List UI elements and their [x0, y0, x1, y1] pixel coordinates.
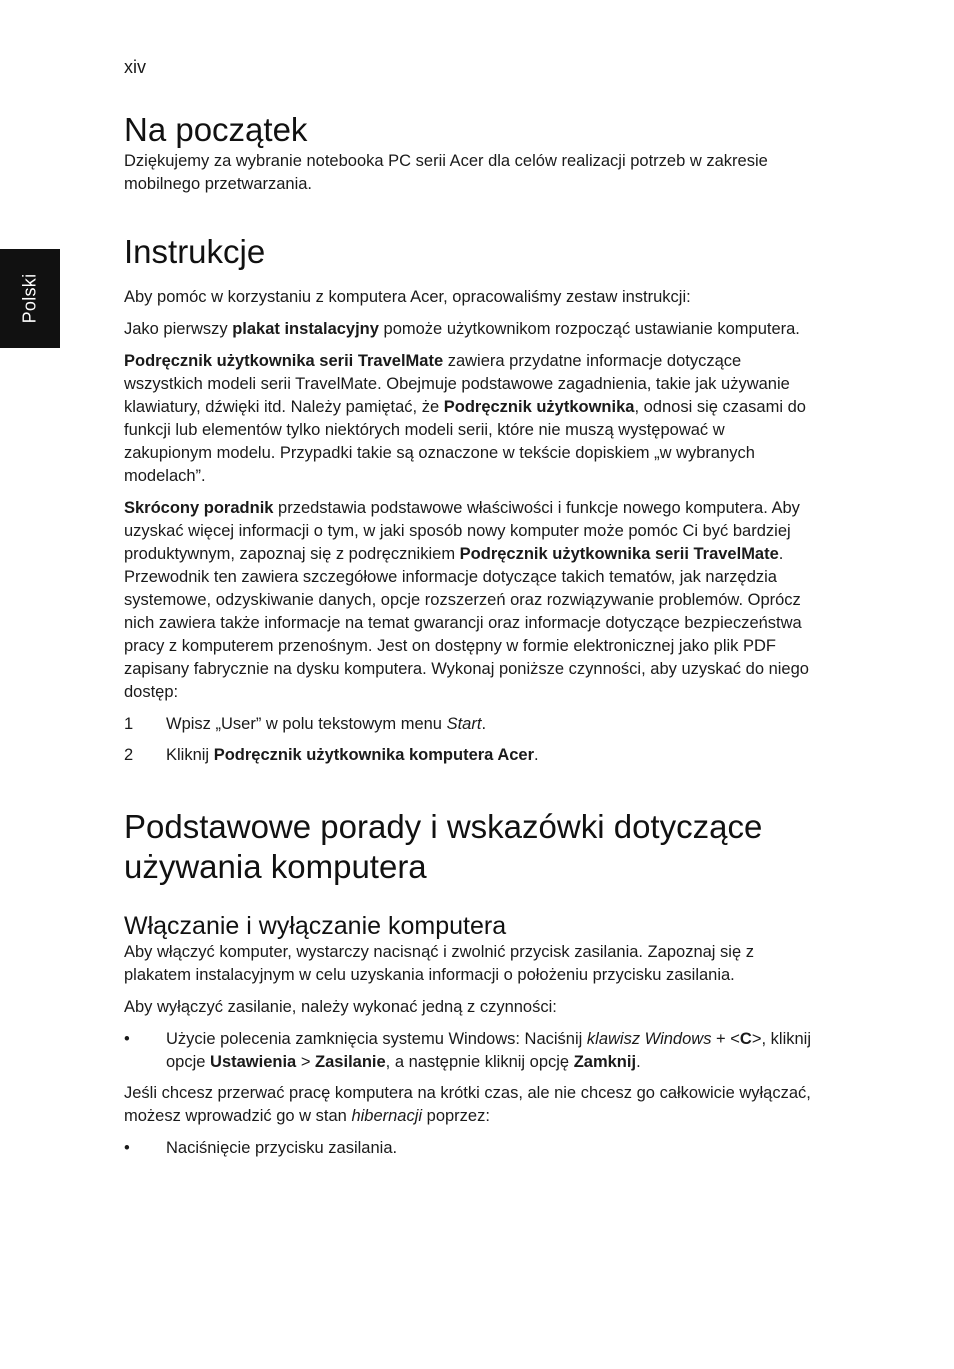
- language-label: Polski: [19, 273, 40, 324]
- bullet-marker: •: [124, 1030, 130, 1048]
- page-content: [124, 110, 814, 1168]
- bullet-windows-shutdown: • Użycie polecenia zamknięcia systemu Windows: Naciśnij klawisz Windows + <C>, kliknij opcje Ustawienia > Zasilanie, a następnie kliknij opcję Zamknij.: [124, 1028, 814, 1074]
- bullet-power-button: • Naciśnięcie przycisku zasilania.: [124, 1137, 814, 1160]
- step-1: 1 Wpisz „User” w polu tekstowym menu Start.: [124, 713, 814, 736]
- step-number: 1: [124, 715, 134, 733]
- user-guide-paragraph: Podręcznik użytkownika serii TravelMate zawiera przydatne informacje dotyczące wszystkich modeli serii TravelMate. Obejmuje podstawowe zagadnienia, takie jak używanie klawiatury, dźwięki itd. Należy pamiętać, że Podręcznik użytkownika, odnosi się czasami do funkcji lub elementów tylko niektórych modeli serii, które nie muszą występować w zakupionym modelu. Przypadki takie są oznaczone w tekście dopiskiem „w wybranych modelach”.: [124, 352, 806, 485]
- setup-poster-paragraph: Jako pierwszy plakat instalacyjny pomoże użytkownikom rozpocząć ustawianie komputera.: [124, 320, 800, 338]
- page-number: xiv: [124, 57, 146, 77]
- intro-paragraph: Dziękujemy za wybranie notebooka PC serii Acer dla celów realizacji potrzeb w zakresie mobilnego przetwarzania.: [124, 152, 768, 193]
- section-title-getting-started: Na początek: [124, 111, 308, 148]
- language-side-tab: [0, 249, 60, 348]
- quick-guide-paragraph: Skrócony poradnik przedstawia podstawowe właściwości i funkcje nowego komputera. Aby uzyskać więcej informacji o tym, w jaki sposób nowy komputer może pomóc Ci być bardziej produktywnym, zapoznaj się z podręcznikiem Podręcznik użytkownika serii TravelMate. Przewodnik ten zawiera szczegółowe informacje dotyczące takich tematów, jak narzędzia systemowe, odzyskiwanie danych, opcje rozszerzeń oraz rozwiązywanie problemów. Oprócz nich zawiera także informacje na temat gwarancji oraz informacje dotyczące bezpieczeństwa pracy z komputerem przenośnym. Jest on dostępny w formie elektronicznej jako plik PDF zapisany fabrycznie na dysku komputera. Wykonaj poniższe czynności, aby uzyskać do niego dostęp:: [124, 499, 809, 701]
- section-title-guides: Instrukcje: [124, 233, 266, 270]
- section-title-tips: Podstawowe porady i wskazówki dotyczące używania komputera: [124, 808, 763, 885]
- power-off-intro: Aby wyłączyć zasilanie, należy wykonać jedną z czynności:: [124, 998, 557, 1016]
- bullet-marker: •: [124, 1139, 130, 1157]
- hibernate-paragraph: Jeśli chcesz przerwać pracę komputera na krótki czas, ale nie chcesz go całkowicie wyłączać, możesz wprowadzić go w stan hibernacji poprzez:: [124, 1084, 811, 1125]
- step-2: 2 Kliknij Podręcznik użytkownika komputera Acer.: [124, 744, 814, 767]
- step-number: 2: [124, 746, 134, 764]
- guides-intro: Aby pomóc w korzystaniu z komputera Acer, opracowaliśmy zestaw instrukcji:: [124, 288, 691, 306]
- power-on-paragraph: Aby włączyć komputer, wystarczy nacisnąć i zwolnić przycisk zasilania. Zapoznaj się z plakatem instalacyjnym w celu uzyskania informacji o położeniu przycisku zasilania.: [124, 943, 754, 984]
- subsection-title-power: Włączanie i wyłączanie komputera: [124, 912, 507, 940]
